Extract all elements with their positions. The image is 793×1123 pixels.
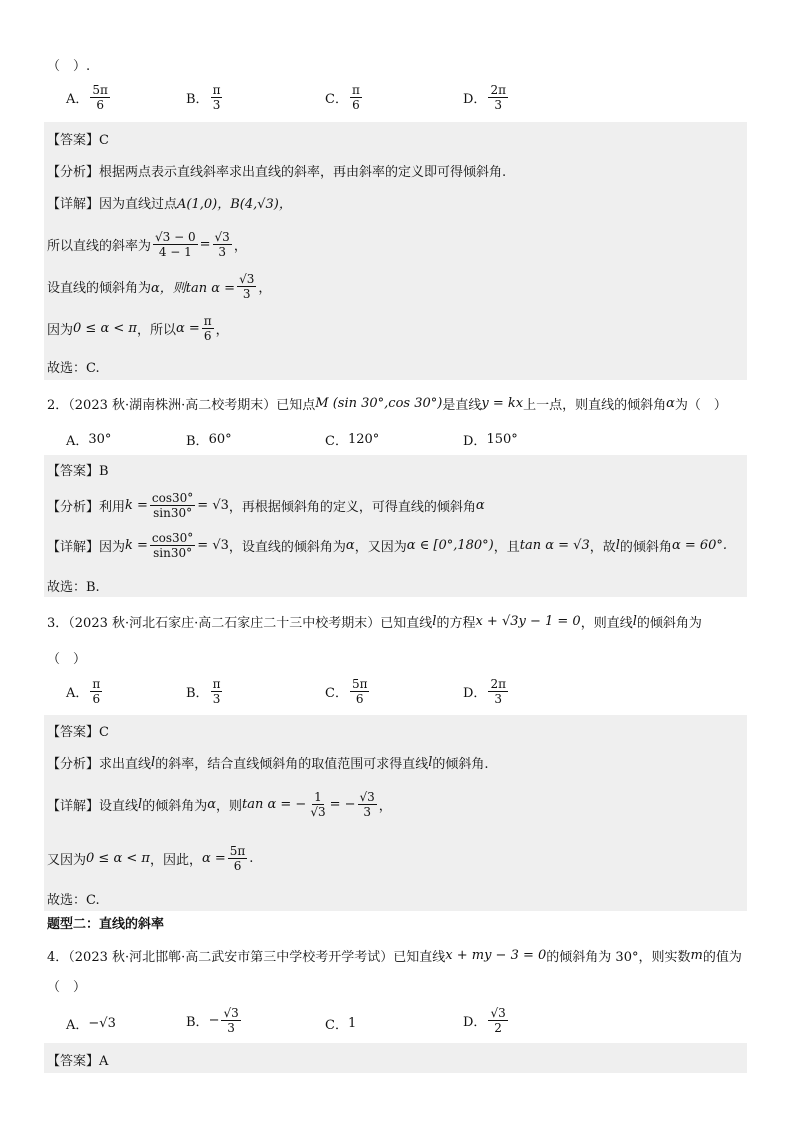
q3-detail-line1: 【详解】设直线 l 的倾斜角为 α ，则 tan α = − $\frac{1}{√3}$ = − $\frac{√3}{3}$ ， <box>47 790 392 819</box>
q4-answer: 【答案】A <box>47 1054 109 1069</box>
q2-option-a: A． 30° <box>66 432 112 449</box>
option-label: D． <box>463 92 487 107</box>
q2-analysis: 【分析】利用 k = $\frac{\cos 30^\circ}{\sin 30^\circ}$ = √3 ，再根据倾斜角的定义，可得直线的倾斜角 α <box>47 491 485 520</box>
q3-stem: 3．（2023 秋·河北石家庄·高二石家庄二十三中校考期末）已知直线 l 的方程 x + √3y − 1 = 0 ，则直线 l 的倾斜角为 <box>47 614 702 631</box>
fraction: $\frac{√3}{3}$ <box>223 1006 239 1035</box>
fraction: $\frac{√3}{3}$ <box>239 272 255 301</box>
q1-option-d <box>463 83 510 112</box>
fraction: $\frac{5\pi}{6}$ <box>229 844 246 873</box>
q3-option-c: C． $\frac{5\pi}{6}$ <box>325 677 368 706</box>
q3-paren: （ ） <box>47 652 87 667</box>
option-label: C． <box>325 92 348 107</box>
q1-detail-line1: 【详解】因为直线过点 A(1,0)，B(4,√3)， <box>47 197 292 212</box>
q3-choice: 故选：C. <box>47 893 100 908</box>
q3-answer: 【答案】C <box>47 725 109 740</box>
q4-stem: 4．（2023 秋·河北邯郸·高二武安市第三中学校考开学考试）已知直线 x + my − 3 = 0 的倾斜角为 30°，则实数 m 的值为 <box>47 948 742 965</box>
q2-stem: 2．（2023 秋·湖南株洲·高二校考期末）已知点 M (sin 30°,cos 30°) 是直线 y = kx 上一点，则直线的倾斜角 α 为（ ） <box>47 396 727 413</box>
q3-option-d: D． $\frac{2\pi}{3}$ <box>463 677 506 706</box>
q3-option-a: A． $\frac{\pi}{6}$ <box>66 677 101 706</box>
fraction: $\frac{2\pi}{3}$ <box>490 677 506 706</box>
q4-option-b: B． − $\frac{√3}{3}$ <box>186 1006 239 1035</box>
q2-option-d: D． 150° <box>463 432 518 449</box>
fraction: $\frac{\pi}{3}$ <box>212 83 221 112</box>
q4-answer-block <box>44 1043 747 1073</box>
option-label: A． <box>66 92 89 107</box>
q1-option-c <box>325 83 364 112</box>
fraction: $\frac{2\pi}{3}$ <box>490 83 506 112</box>
fraction: $\frac{√3}{2}$ <box>490 1006 506 1035</box>
q1-analysis: 【分析】根据两点表示直线斜率求出直线的斜率，再由斜率的定义即可得倾斜角. <box>47 165 507 180</box>
q4-paren: （ ） <box>47 980 87 995</box>
fraction: $\frac{5\pi}{6}$ <box>92 83 108 112</box>
q1-tail: （ ）. <box>47 59 91 74</box>
fraction: $\frac{√3}{3}$ <box>359 790 375 819</box>
fraction: $\frac{\cos 30^\circ}{\sin 30^\circ}$ <box>151 491 194 520</box>
fraction: $\frac{\pi}{3}$ <box>212 677 221 706</box>
q3-detail-line2: 又因为 0 ≤ α < π ，因此， α = $\frac{5\pi}{6}$ . <box>47 844 254 873</box>
fraction: $\frac{1}{√3}$ <box>310 790 326 819</box>
q1-detail-line3: 设直线的倾斜角为 α，则tan α = $\frac{√3}{3}$ ， <box>47 272 272 301</box>
q4-option-c: C． 1 <box>325 1016 357 1033</box>
q4-option-d: D． $\frac{√3}{2}$ <box>463 1006 506 1035</box>
q2-option-c: C． 120° <box>325 432 380 449</box>
q1-choice: 故选：C. <box>47 361 100 376</box>
q4-option-a: A． −√3 <box>66 1016 116 1033</box>
q1-option-b <box>186 83 224 112</box>
fraction: $\frac{√3 - 0}{4 - 1}$ <box>155 230 196 259</box>
fraction: $\frac{\pi}{6}$ <box>351 83 360 112</box>
q1-option-a <box>66 83 112 112</box>
q1-detail-line4: 因为 0 ≤ α < π ，所以 α = $\frac{\pi}{6}$ ， <box>47 314 229 343</box>
fraction: $\frac{\pi}{6}$ <box>92 677 101 706</box>
q1-detail-line2: 所以直线的斜率为 $\frac{√3 - 0}{4 - 1}$ = $\frac{√3}{3}$ ， <box>47 230 247 259</box>
fraction: $\frac{\pi}{6}$ <box>203 314 212 343</box>
q1-answer: 【答案】C <box>47 133 109 148</box>
fraction: $\frac{5\pi}{6}$ <box>351 677 368 706</box>
q2-answer: 【答案】B <box>47 464 109 479</box>
q2-option-b: B． 60° <box>186 432 232 449</box>
q2-detail: 【详解】因为 k = $\frac{\cos 30^\circ}{\sin 30^\circ}$ = √3 ，设直线的倾斜角为 α ，又因为 α ∈ [0°,180°) ，且 tan α = √3 ，故 l 的倾斜角 α = 60°. <box>47 531 728 560</box>
q3-option-b: B． $\frac{\pi}{3}$ <box>186 677 221 706</box>
fraction: $\frac{√3}{3}$ <box>214 230 230 259</box>
q3-analysis: 【分析】求出直线 l 的斜率，结合直线倾斜角的取值范围可求得直线 l 的倾斜角. <box>47 755 489 772</box>
q2-choice: 故选：B. <box>47 580 100 595</box>
fraction: $\frac{\cos 30^\circ}{\sin 30^\circ}$ <box>151 531 194 560</box>
option-label: B． <box>186 92 209 107</box>
q2-answer-block <box>44 455 747 597</box>
section-heading: 题型二：直线的斜率 <box>47 917 165 932</box>
